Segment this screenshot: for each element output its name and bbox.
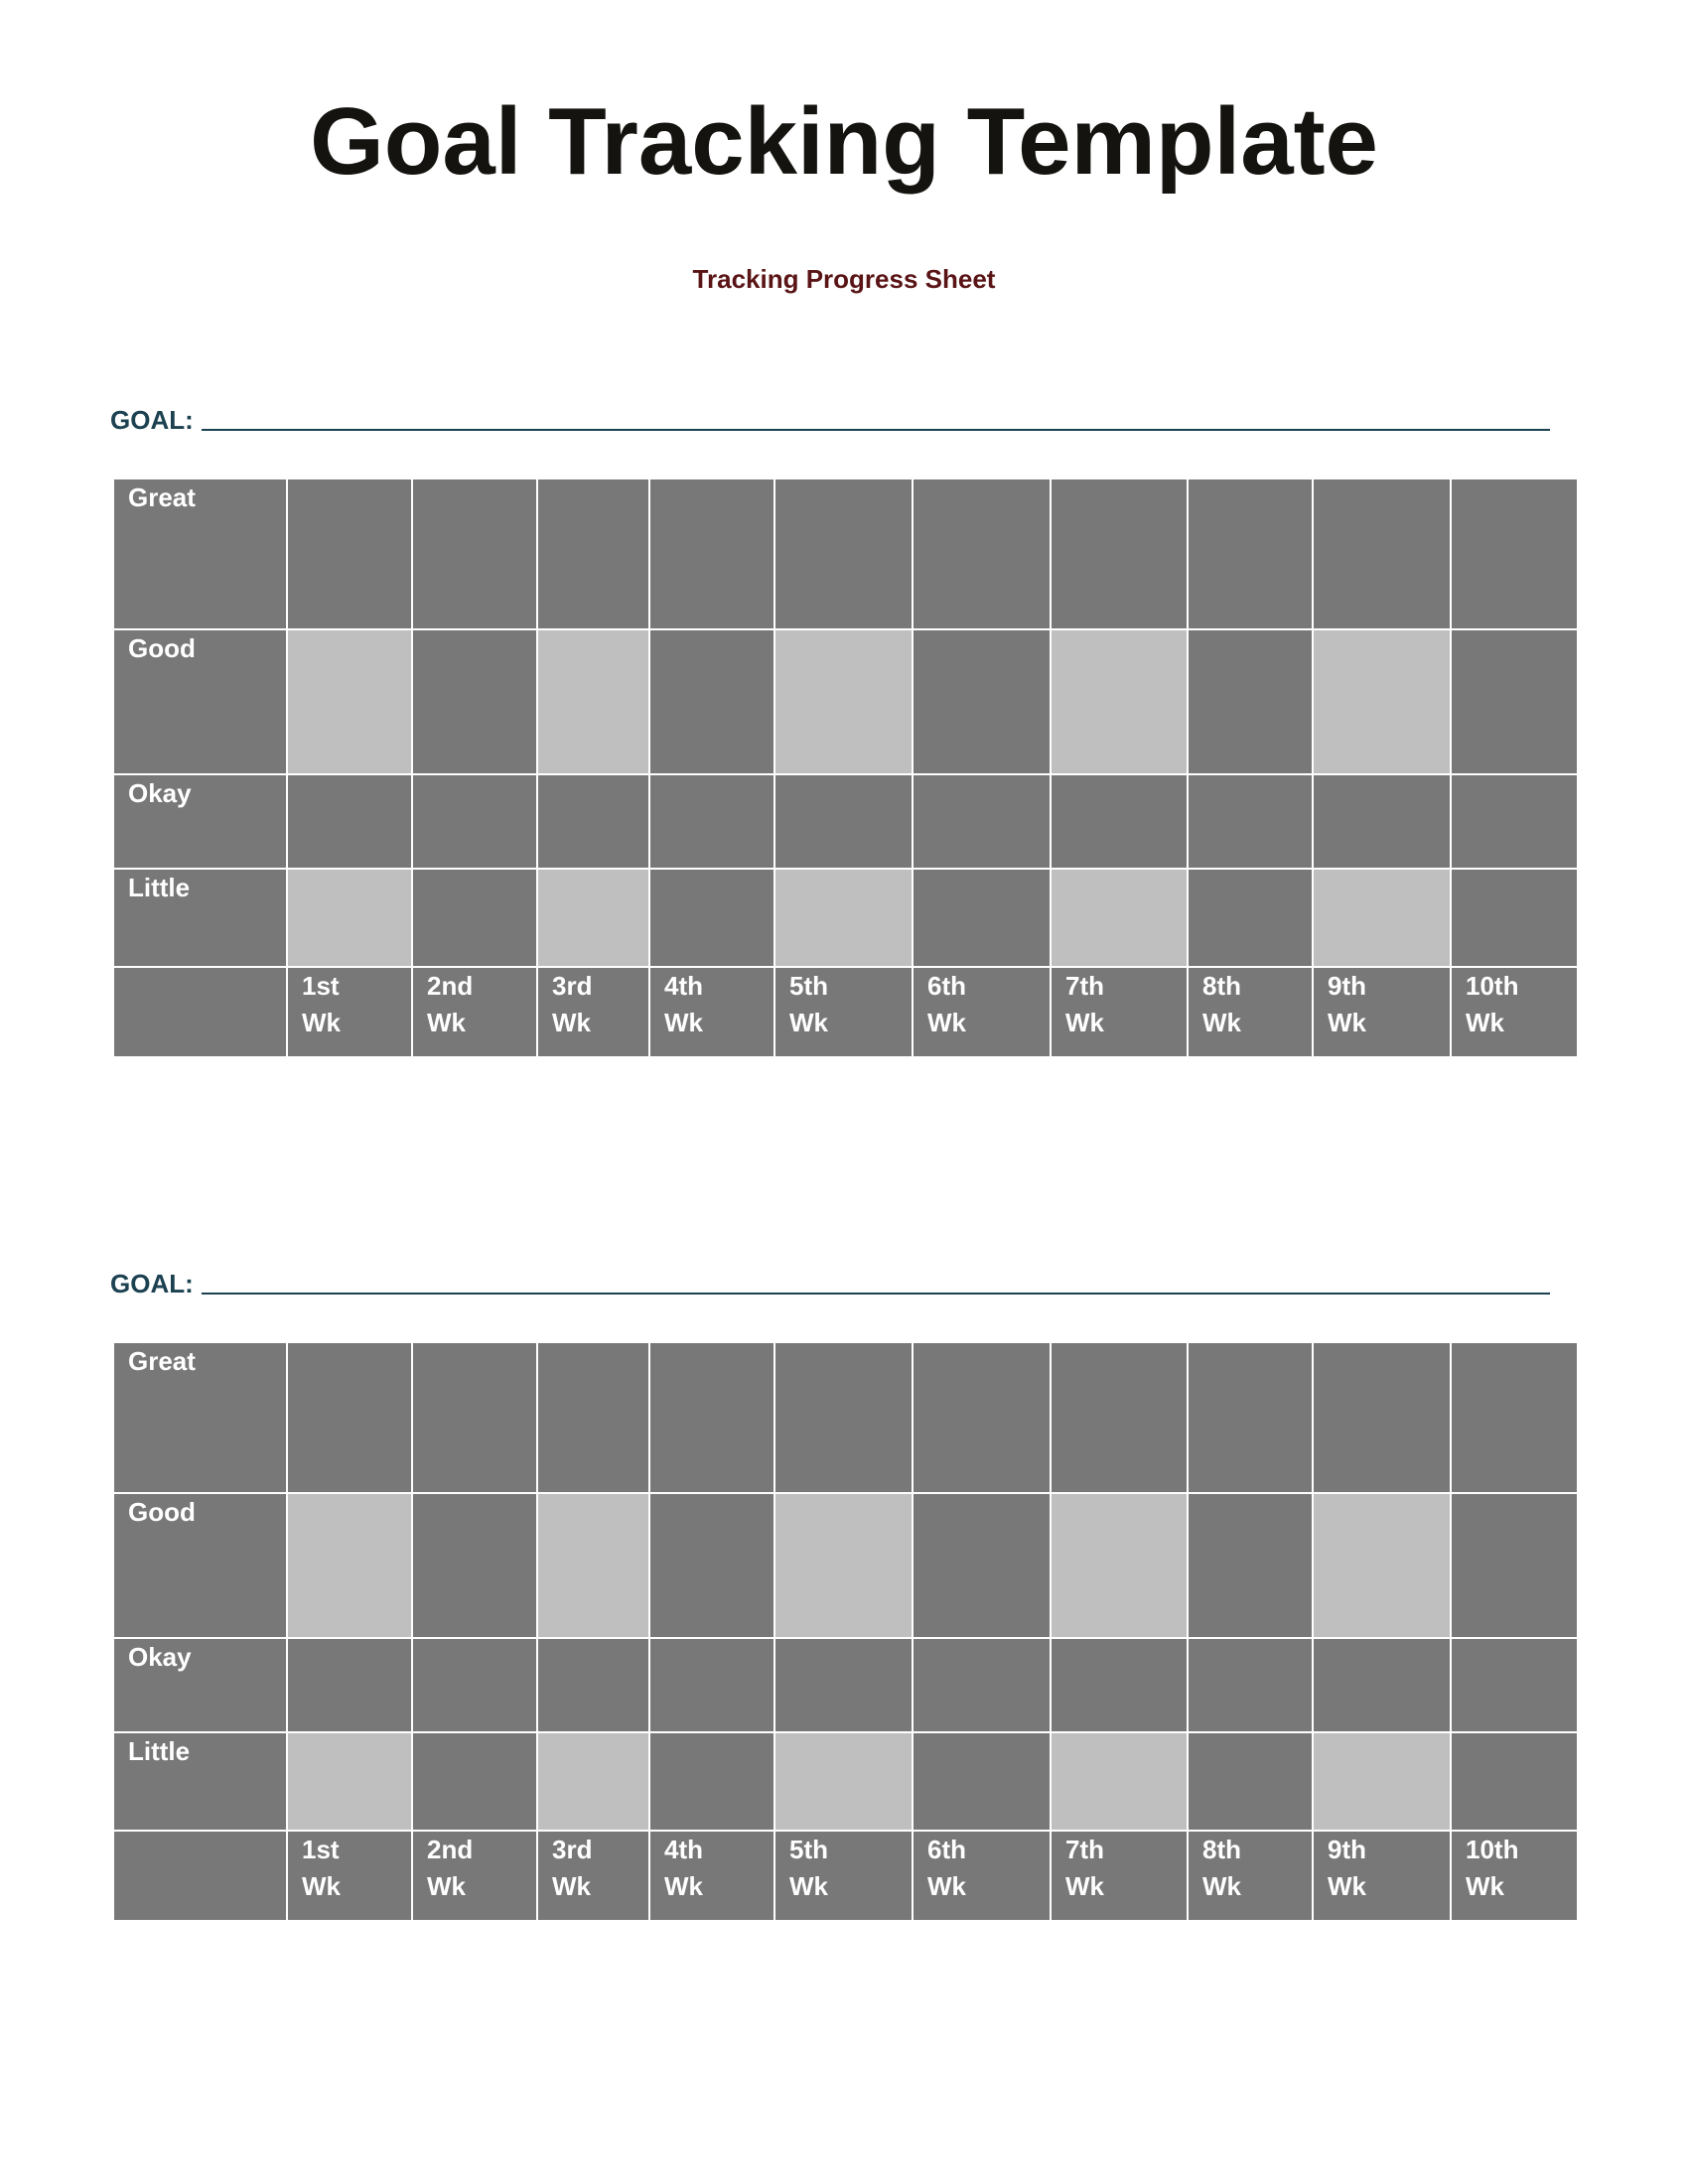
tracking-cell[interactable] (537, 629, 649, 774)
week-label: 10th Wk (1451, 967, 1578, 1057)
level-label: Okay (113, 774, 287, 869)
tracking-cell[interactable] (1313, 774, 1451, 869)
tracking-cell[interactable] (913, 774, 1051, 869)
tracking-cell[interactable] (913, 1638, 1051, 1732)
tracking-cell[interactable] (913, 1493, 1051, 1638)
goal-underline (202, 1269, 1550, 1295)
week-label: 9th Wk (1313, 1831, 1451, 1921)
tracking-cell[interactable] (649, 1493, 774, 1638)
tracking-cell[interactable] (537, 1638, 649, 1732)
tracking-cell[interactable] (913, 1342, 1051, 1493)
level-label: Little (113, 869, 287, 967)
tracking-cell[interactable] (537, 1342, 649, 1493)
tracking-cell[interactable] (1451, 1732, 1578, 1831)
tracking-cell[interactable] (1051, 1493, 1188, 1638)
week-label: 3rd Wk (537, 1831, 649, 1921)
tracking-cell[interactable] (774, 1342, 913, 1493)
tracking-cell[interactable] (287, 478, 412, 629)
tracking-cell[interactable] (412, 1493, 537, 1638)
tracking-cell[interactable] (1451, 1342, 1578, 1493)
tracking-cell[interactable] (537, 478, 649, 629)
tracking-cell[interactable] (1188, 1638, 1313, 1732)
tracking-cell[interactable] (287, 1342, 412, 1493)
tracking-cell[interactable] (1313, 1342, 1451, 1493)
tracking-cell[interactable] (1451, 774, 1578, 869)
week-row-header (113, 1831, 287, 1921)
page-subtitle: Tracking Progress Sheet (692, 264, 996, 294)
tracking-cell[interactable] (412, 1732, 537, 1831)
tracking-cell[interactable] (287, 1638, 412, 1732)
week-label: 2nd Wk (412, 967, 537, 1057)
tracking-cell[interactable] (537, 774, 649, 869)
tracking-cell[interactable] (774, 869, 913, 967)
level-label: Good (113, 1493, 287, 1638)
tracking-cell[interactable] (287, 1493, 412, 1638)
tracking-cell[interactable] (1051, 1732, 1188, 1831)
tracking-cell[interactable] (1451, 1493, 1578, 1638)
tracking-cell[interactable] (774, 629, 913, 774)
tracking-cell[interactable] (649, 1638, 774, 1732)
level-label: Great (113, 478, 287, 629)
goal-underline (202, 405, 1550, 431)
tracking-cell[interactable] (1051, 774, 1188, 869)
goal-line-1[interactable] (110, 401, 1550, 435)
level-label: Great (113, 1342, 287, 1493)
week-label: 3rd Wk (537, 967, 649, 1057)
week-label: 10th Wk (1451, 1831, 1578, 1921)
level-label: Good (113, 629, 287, 774)
week-row-header (113, 967, 287, 1057)
tracking-cell[interactable] (774, 774, 913, 869)
tracking-cell[interactable] (913, 869, 1051, 967)
tracking-cell[interactable] (287, 869, 412, 967)
week-label: 9th Wk (1313, 967, 1451, 1057)
tracking-cell[interactable] (1188, 478, 1313, 629)
tracking-cell[interactable] (287, 1732, 412, 1831)
tracking-cell[interactable] (649, 478, 774, 629)
tracking-cell[interactable] (412, 774, 537, 869)
tracking-cell[interactable] (1188, 1493, 1313, 1638)
tracking-cell[interactable] (774, 1638, 913, 1732)
tracking-cell[interactable] (1051, 869, 1188, 967)
week-label: 8th Wk (1188, 1831, 1313, 1921)
goal-line-2[interactable] (110, 1265, 1550, 1298)
tracking-cell[interactable] (1188, 869, 1313, 967)
week-label: 6th Wk (913, 967, 1051, 1057)
tracking-cell[interactable] (649, 774, 774, 869)
level-label: Okay (113, 1638, 287, 1732)
tracking-cell[interactable] (412, 1638, 537, 1732)
tracking-cell[interactable] (913, 478, 1051, 629)
week-label: 5th Wk (774, 1831, 913, 1921)
tracking-cell[interactable] (913, 629, 1051, 774)
tracking-cell[interactable] (1313, 869, 1451, 967)
tracking-cell[interactable] (287, 629, 412, 774)
page-title: Goal Tracking Template (310, 88, 1378, 195)
tracking-cell[interactable] (1451, 1638, 1578, 1732)
tracking-cell[interactable] (649, 629, 774, 774)
level-label: Little (113, 1732, 287, 1831)
week-label: 8th Wk (1188, 967, 1313, 1057)
tracking-cell[interactable] (1313, 1493, 1451, 1638)
tracking-cell[interactable] (537, 1732, 649, 1831)
tracking-cell[interactable] (649, 869, 774, 967)
tracking-cell[interactable] (1451, 629, 1578, 774)
tracking-cell[interactable] (1313, 1732, 1451, 1831)
tracking-cell[interactable] (1188, 629, 1313, 774)
tracking-cell[interactable] (412, 869, 537, 967)
week-label: 6th Wk (913, 1831, 1051, 1921)
tracking-cell[interactable] (287, 774, 412, 869)
tracking-cell[interactable] (1051, 478, 1188, 629)
week-label: 4th Wk (649, 1831, 774, 1921)
tracking-cell[interactable] (1313, 478, 1451, 629)
tracking-cell[interactable] (1188, 1732, 1313, 1831)
tracking-cell[interactable] (774, 478, 913, 629)
tracking-grid-1 (112, 478, 1579, 1058)
tracking-cell[interactable] (412, 629, 537, 774)
tracking-cell[interactable] (412, 1342, 537, 1493)
tracking-cell[interactable] (1451, 869, 1578, 967)
week-label: 7th Wk (1051, 1831, 1188, 1921)
tracking-cell[interactable] (1051, 1342, 1188, 1493)
tracking-cell[interactable] (774, 1732, 913, 1831)
week-label: 1st Wk (287, 1831, 412, 1921)
tracking-cell[interactable] (1451, 478, 1578, 629)
week-label: 2nd Wk (412, 1831, 537, 1921)
tracking-cell[interactable] (1313, 1638, 1451, 1732)
tracking-cell[interactable] (649, 1342, 774, 1493)
goal-label: GOAL: (110, 1269, 194, 1298)
tracking-cell[interactable] (1051, 629, 1188, 774)
tracking-cell[interactable] (774, 1493, 913, 1638)
tracking-cell[interactable] (1188, 1342, 1313, 1493)
week-label: 4th Wk (649, 967, 774, 1057)
tracking-cell[interactable] (537, 1493, 649, 1638)
week-label: 1st Wk (287, 967, 412, 1057)
tracking-cell[interactable] (649, 1732, 774, 1831)
tracking-grid-2 (112, 1341, 1579, 1922)
tracking-cell[interactable] (1313, 629, 1451, 774)
tracking-cell[interactable] (1188, 774, 1313, 869)
week-label: 5th Wk (774, 967, 913, 1057)
goal-label: GOAL: (110, 405, 194, 435)
tracking-cell[interactable] (412, 478, 537, 629)
tracking-cell[interactable] (537, 869, 649, 967)
tracking-cell[interactable] (1051, 1638, 1188, 1732)
week-label: 7th Wk (1051, 967, 1188, 1057)
tracking-cell[interactable] (913, 1732, 1051, 1831)
